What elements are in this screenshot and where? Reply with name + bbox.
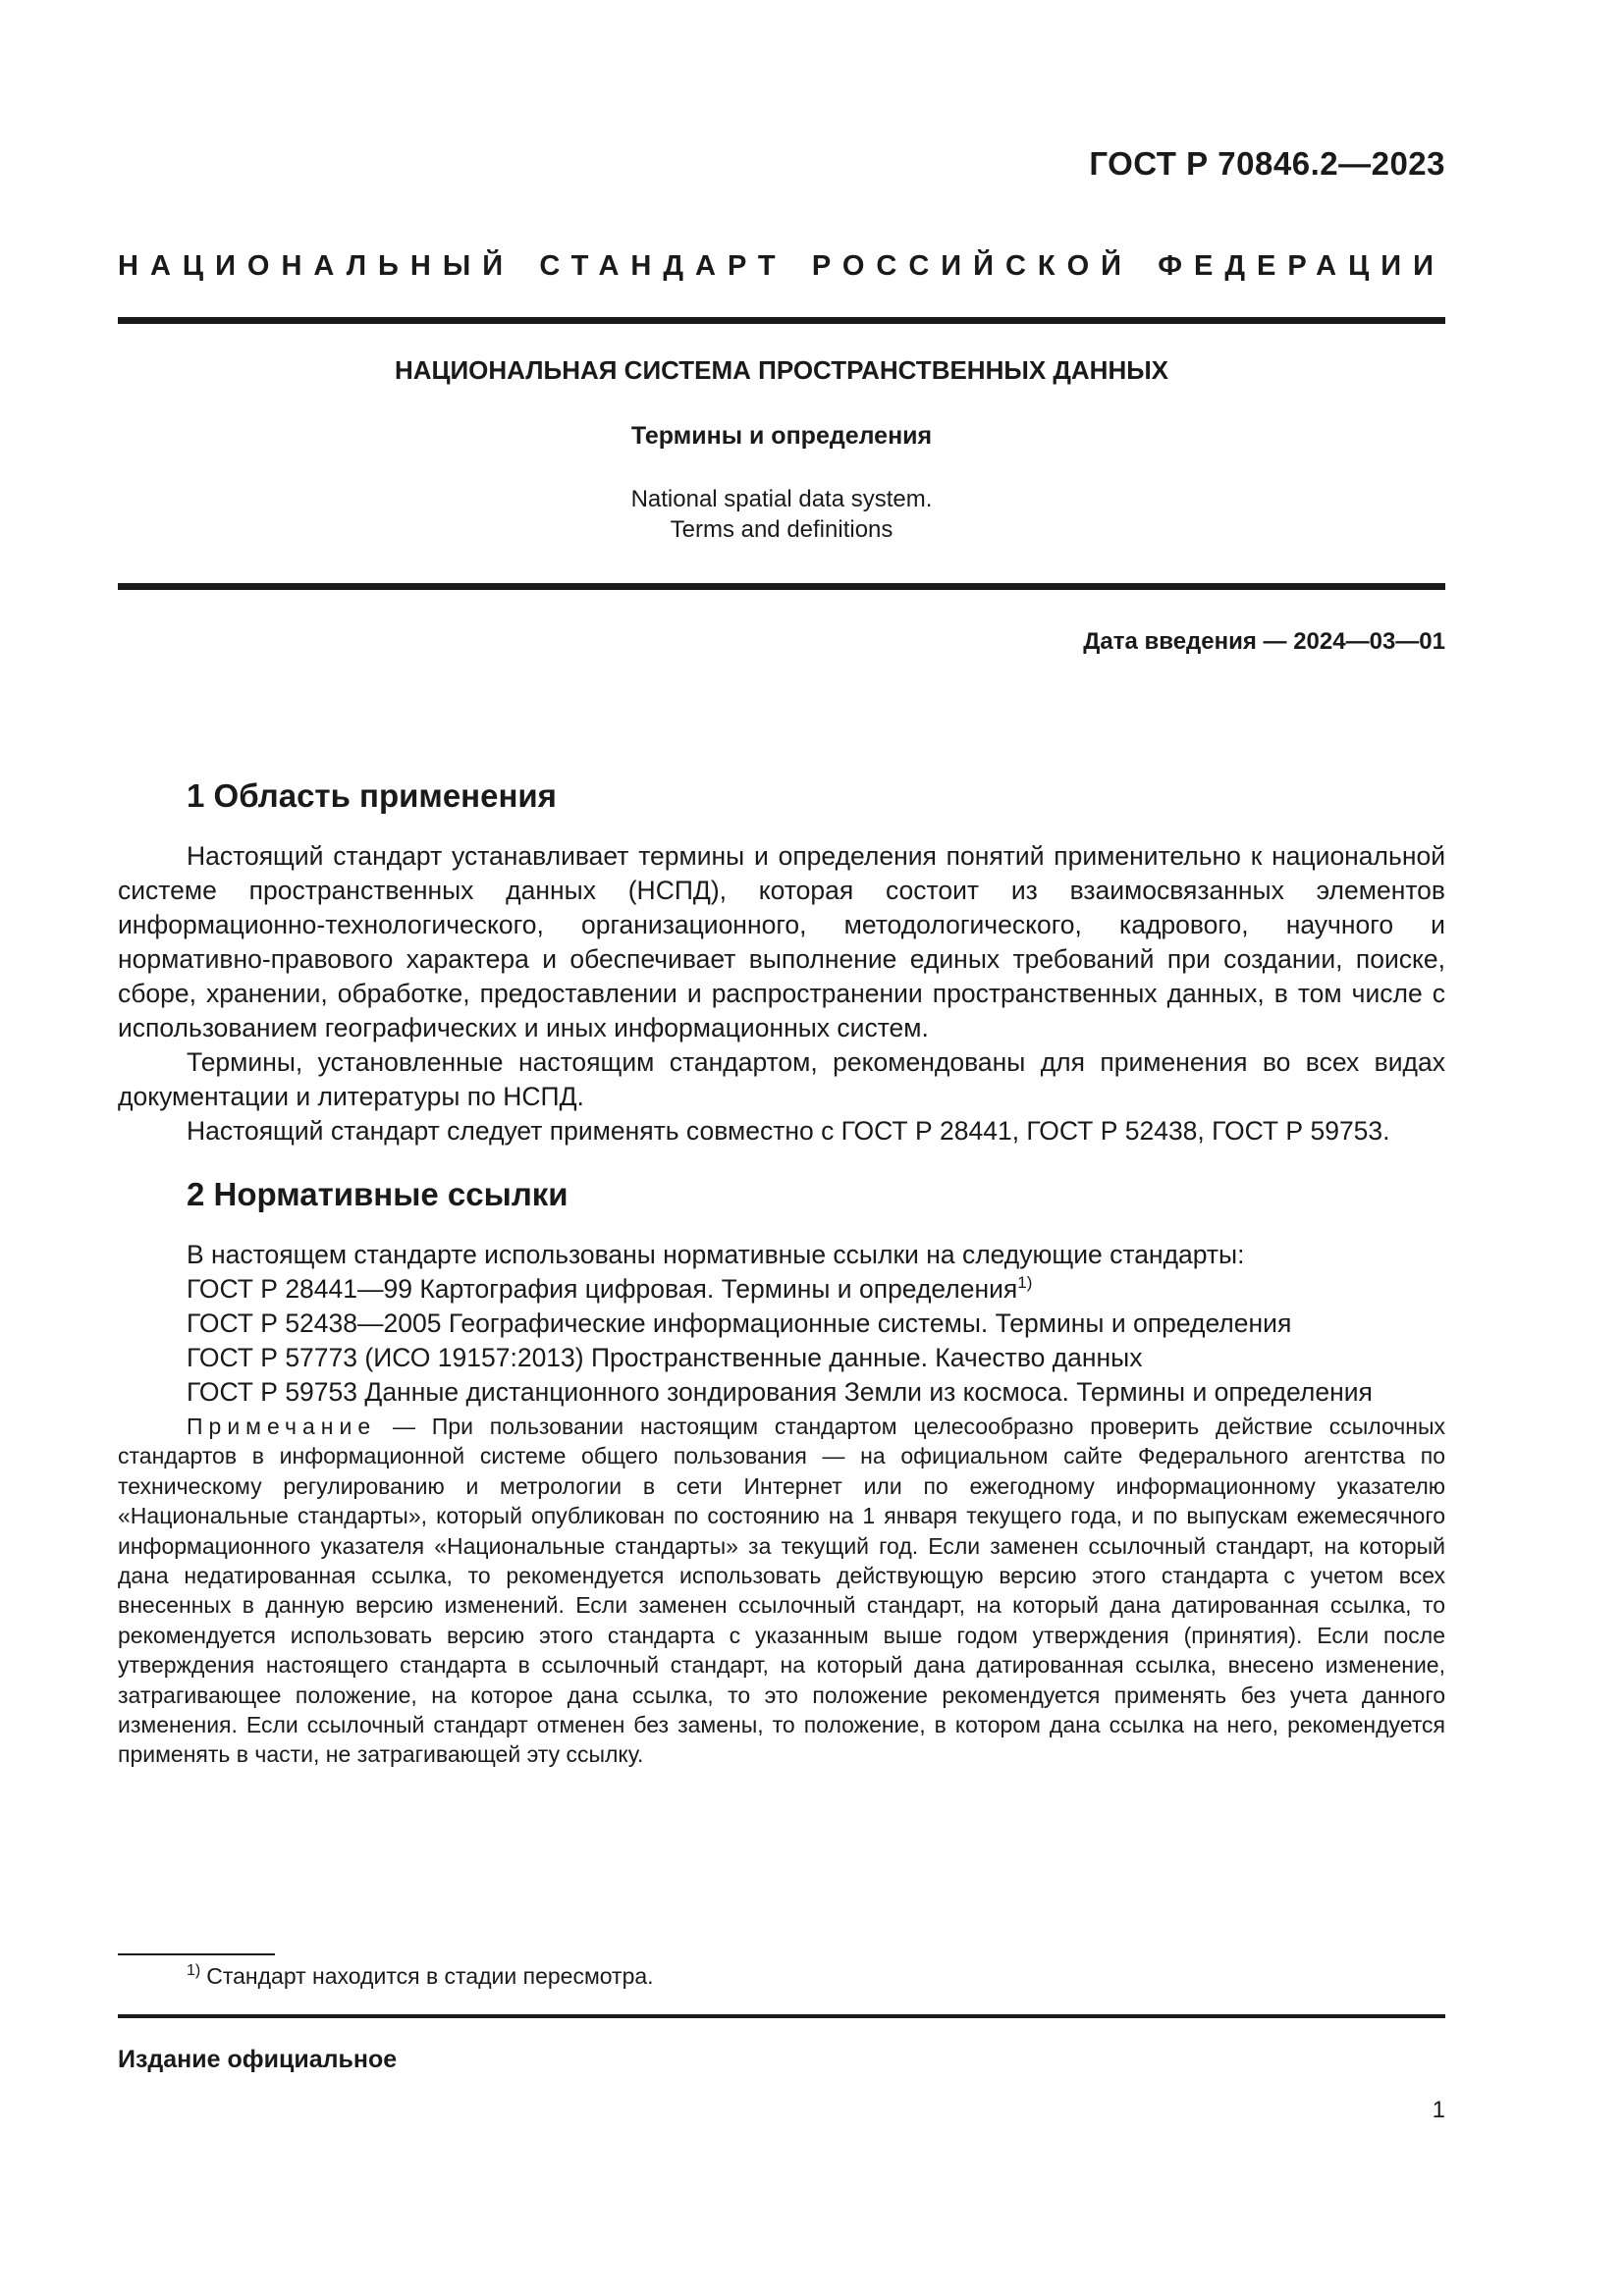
footnote-text: Стандарт находится в стадии пересмотра. xyxy=(206,1963,654,1989)
section-1-paragraph: Настоящий стандарт устанавливает термины и определения понятий применительно к национальной системе пространственных данных (НСПД), которая состоит из взаимосвязанных элементов информационно-технологического, организационного, методологического, кадрового, научного и нормативно-правового характера и обеспечивает выполнение единых требований при создании, поиске, сборе, хранении, обработке, предоставлении и распространении пространственных данных, в том числе с использованием географических и иных информационных систем. xyxy=(118,841,1445,1042)
section-1-paragraph: Термины, установленные настоящим стандартом, рекомендованы для применения во всех видах документации и литературы по НСПД. xyxy=(118,1047,1445,1111)
document-number: ГОСТ Р 70846.2—2023 xyxy=(1089,145,1445,182)
english-title-line-2: Terms and definitions xyxy=(670,516,893,543)
edition-label: Издание официальное xyxy=(118,2046,398,2073)
document-title: НАЦИОНАЛЬНАЯ СИСТЕМА ПРОСТРАНСТВЕННЫХ ДАННЫХ xyxy=(394,355,1169,385)
reference-item: ГОСТ Р 28441—99 Картография цифровая. Термины и определения$^{1)}$ xyxy=(187,1273,1033,1304)
section-2-references xyxy=(118,1238,1445,1410)
national-standard-heading: НАЦИОНАЛЬНЫЙ СТАНДАРТ РОССИЙСКОЙ ФЕДЕРАЦИИ xyxy=(118,250,1445,282)
references-intro: В настоящем стандарте использованы нормативные ссылки на следующие стандарты: xyxy=(187,1240,1245,1269)
section-1-body xyxy=(118,839,1445,1148)
note-label: Примечание xyxy=(187,1414,377,1439)
section-1-heading: 1 Область применения xyxy=(187,777,557,814)
section-1-paragraph: Настоящий стандарт следует применять совместно с ГОСТ Р 28441, ГОСТ Р 52438, ГОСТ Р 59753. xyxy=(187,1116,1390,1146)
footnote-divider xyxy=(118,1953,275,1955)
footnote-mark: 1) xyxy=(1017,1273,1033,1293)
english-title-line-1: National spatial data system. xyxy=(630,486,933,512)
reference-item: ГОСТ Р 57773 (ИСО 19157:2013) Пространственные данные. Качество данных xyxy=(187,1343,1143,1372)
reference-item: ГОСТ Р 52438—2005 Географические информационные системы. Термины и определения xyxy=(187,1308,1292,1338)
footnote xyxy=(187,1963,654,1990)
footer-rule xyxy=(118,2014,1445,2018)
document-subtitle: Термины и определения xyxy=(630,422,933,450)
english-title xyxy=(118,484,1445,545)
reference-item: ГОСТ Р 59753 Данные дистанционного зондирования Земли из космоса. Термины и определения xyxy=(187,1377,1373,1407)
note-text: — При пользовании настоящим стандартом целесообразно проверить действие ссылочных стандартов в информационной системе общего пользования — на официальном сайте Федерального агентства по техническому регулированию и метрологии в сети Интернет или по ежегодному информационному указателю «Национальные стандарты», который опубликован по состоянию на 1 января текущего года, и по выпускам ежемесячного информационного указателя «Национальные стандарты» за текущий год. Если заменен ссылочный стандарт, на который дана недатированная ссылка, то рекомендуется использовать действующую версию этого стандарта с учетом всех внесенных в данную версию изменений. Если заменен ссылочный стандарт, на который дана датированная ссылка, то рекомендуется использовать версию этого стандарта с указанным выше годом утверждения (принятия). Если после утверждения настоящего стандарта в ссылочный стандарт, на который дана датированная ссылка, внесено изменение, затрагивающее положение, на которое дана ссылка, то это положение рекомендуется применять без учета данного изменения. Если ссылочный стандарт отменен без замены, то положение, в котором дана ссылка на него, рекомендуется применять в части, не затрагивающей эту ссылку. xyxy=(118,1414,1445,1768)
introduction-date: Дата введения — 2024—03—01 xyxy=(1083,628,1445,655)
note xyxy=(118,1412,1445,1770)
top-rule xyxy=(118,317,1445,324)
section-2-heading: 2 Нормативные ссылки xyxy=(187,1176,568,1212)
page-number: 1 xyxy=(1432,2097,1445,2123)
title-bottom-rule xyxy=(118,583,1445,590)
footnote-mark: 1) xyxy=(187,1962,201,1980)
